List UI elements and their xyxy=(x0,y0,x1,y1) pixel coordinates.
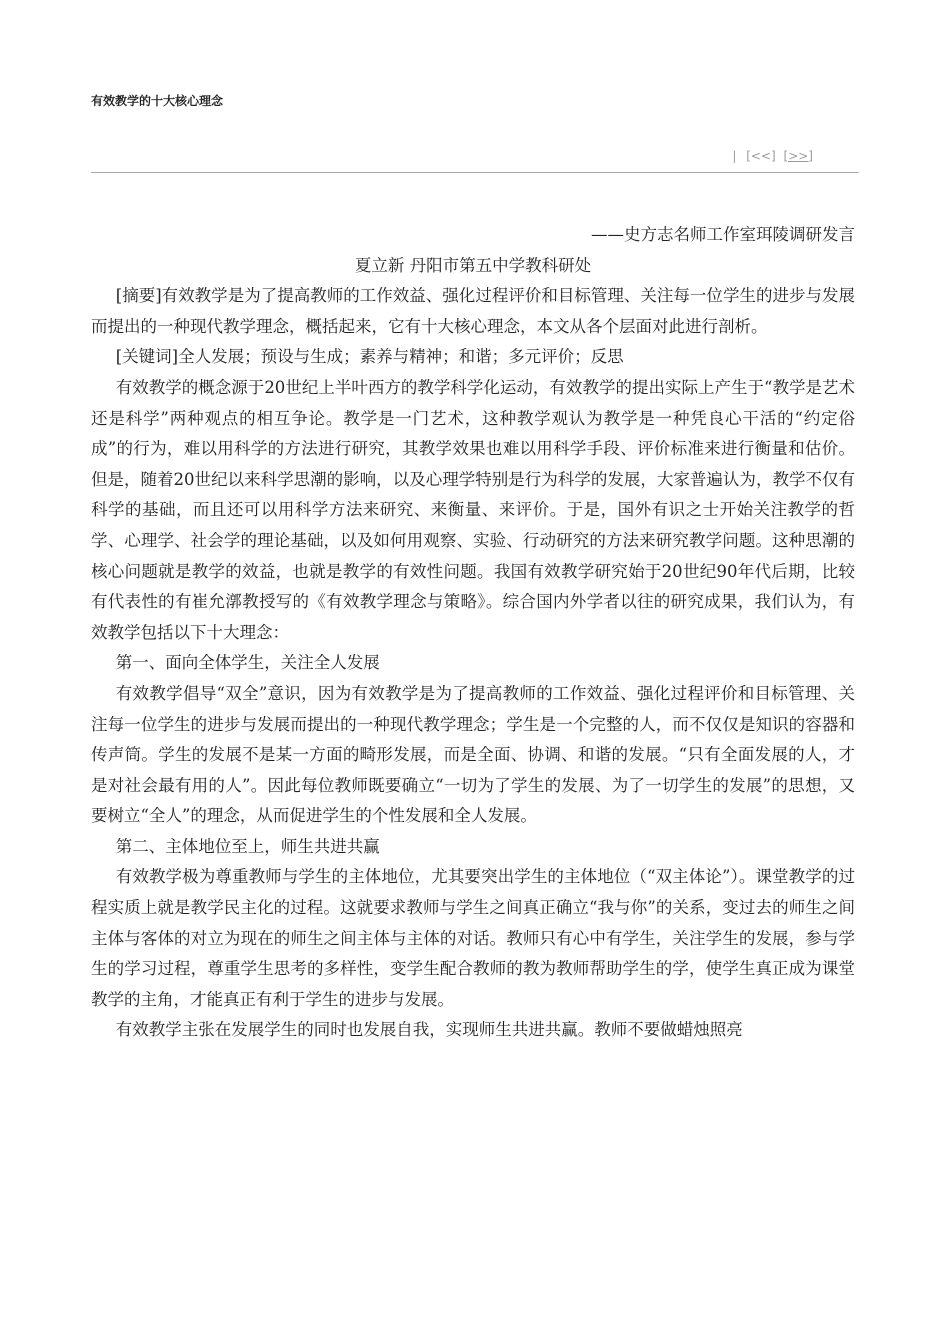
section-1-body: 有效教学倡导“双全”意识，因为有效教学是为了提高教师的工作效益、强化过程评价和目标管理、关注每一位学生的进步与发展而提出的一种现代教学理念；学生是一个完整的人，而不仅仅是知识的容器和传声筒。学生的发展不是某一方面的畸形发展，而是全面、协调、和谐的发展。“只有全面发展的人，才是对社会最有用的人”。因此每位教师既要确立“一切为了学生的发展、为了一切学生的发展”的思想，又要树立“全人”的理念，从而促进学生的个性发展和全人发展。 xyxy=(91,683,855,826)
section-1-heading: 第一、面向全体学生，关注全人发展 xyxy=(115,653,380,673)
section-2-body-2: 有效教学主张在发展学生的同时也发展自我，实现师生共进共赢。教师不要做蜡烛照亮 xyxy=(115,1020,743,1040)
section-2-heading: 第二、主体地位至上，师生共进共赢 xyxy=(115,836,380,856)
next-page-link[interactable]: [>>] xyxy=(783,149,813,163)
article-author: 夏立新 丹阳市第五中学教科研处 xyxy=(354,255,592,275)
pager-separator: | xyxy=(732,149,737,163)
article-abstract: [摘要]有效教学是为了提高教师的工作效益、强化过程评价和目标管理、关注每一位学生的进步与发展而提出的一种现代教学理念，概括起来，它有十大核心理念，本文从各个层面对此进行剖析。 xyxy=(91,286,855,336)
article-subtitle: ——史方志名师工作室珥陵调研发言 xyxy=(591,225,855,244)
article-intro: 有效教学的概念源于20世纪上半叶西方的教学科学化运动，有效教学的提出实际上产生于“教学是艺术还是科学”两种观点的相互争论。教学是一门艺术，这种教学观认为教学是一种凭良心干活的“约定俗成”的行为，难以用科学的方法进行研究，其教学效果也难以用科学手段、评价标准来进行衡量和估价。但是，随着20世纪以来科学思潮的影响，以及心理学特别是行为科学的发展，大家普遍认为，教学不仅有科学的基础，而且还可以用科学方法来研究、来衡量、来评价。于是，国外有识之士开始关注教学的哲学、心理学、社会学的理论基础，以及如何用观察、实验、行动研究的方法来研究教学问题。这种思潮的核心问题就是教学的效益，也就是教学的有效性问题。我国有效教学研究始于20世纪90年代后期，比较有代表性的有崔允漷教授写的《有效教学理念与策略》。综合国内外学者以往的研究成果，我们认为，有效教学包括以下十大理念： xyxy=(91,377,855,642)
page-title: 有效教学的十大核心理念 xyxy=(91,94,224,108)
pagination xyxy=(732,149,813,163)
prev-page-link[interactable]: [<<] xyxy=(746,149,776,163)
article-body xyxy=(91,220,855,1046)
article-keywords: [关键词]全人发展；预设与生成；素养与精神；和谐；多元评价；反思 xyxy=(115,347,624,367)
section-2-body-1: 有效教学极为尊重教师与学生的主体地位，尤其要突出学生的主体地位（“双主体论”）。课堂教学的过程实质上就是教学民主化的过程。这就要求教师与学生之间真正确立“我与你”的关系，变过去的师生之间主体与客体的对立为现在的师生之间主体与主体的对话。教师只有心中有学生，关注学生的发展，参与学生的学习过程，尊重学生思考的多样性，变学生配合教师的教为教师帮助学生的学，使学生真正成为课堂教学的主角，才能真正有利于学生的进步与发展。 xyxy=(91,867,855,1009)
header-divider xyxy=(91,172,859,173)
